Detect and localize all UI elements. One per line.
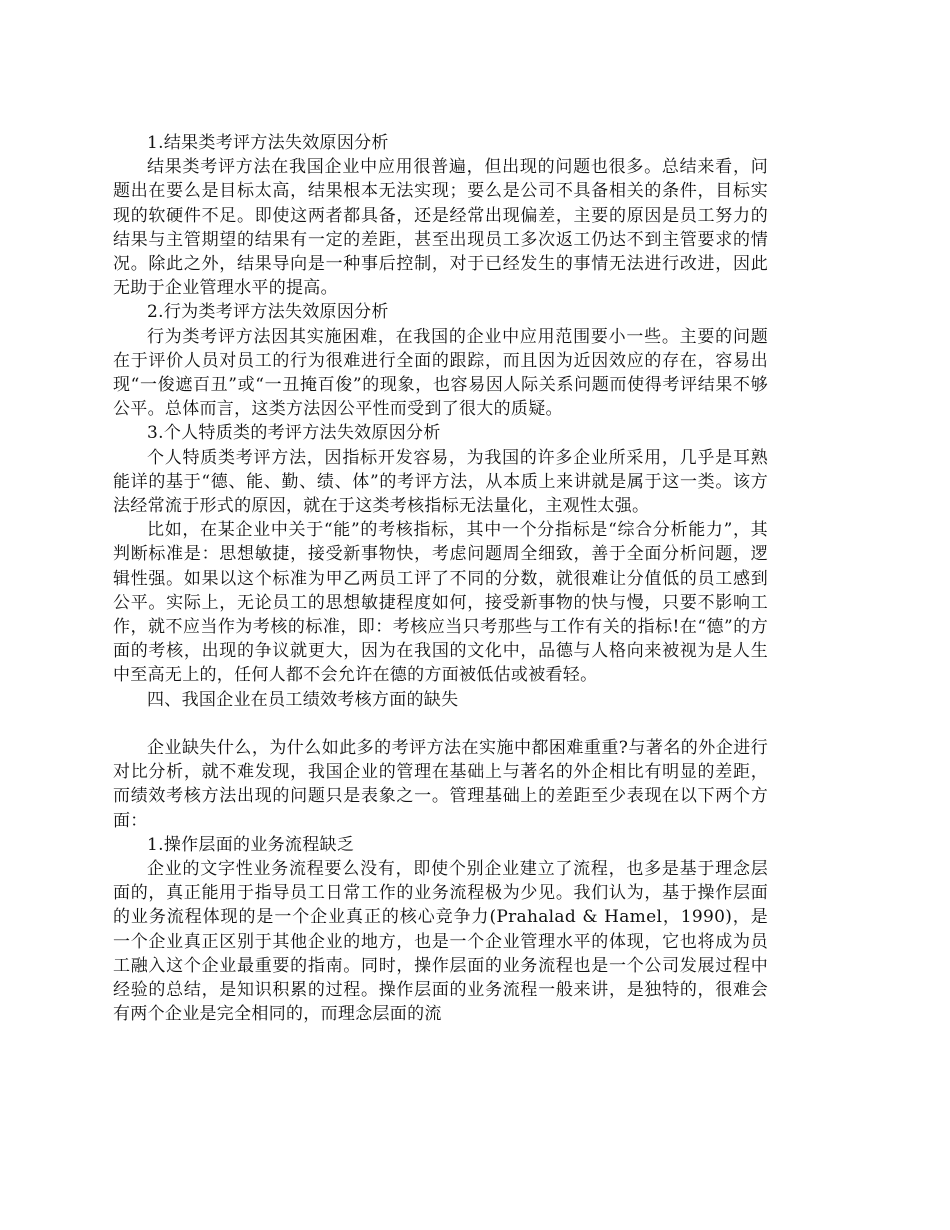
paragraph-ability-example: 比如，在某企业中关于“能”的考核指标，其中一个分指标是“综合分析能力”，其判断标准是：思想敏捷，接受新事物快，考虑问题周全细致，善于全面分析问题，逻辑性强。如果以这个标准为甲乙两员工评了不同的分数，就很难让分值低的员工感到公平。实际上，无论员工的思想敏捷程度如何，接受新事物的快与慢，只要不影响工作，就不应当作为考核的标准，即：考核应当只考那些与工作有关的指标!在“德”的方面的考核，出现的争议就更大，因为在我国的文化中，品德与人格向来被视为是人生中至高无上的，任何人都不会允许在德的方面被低估或被看轻。 xyxy=(113,520,768,686)
section-heading-trait-methods: 3.个人特质类的考评方法失效原因分析 xyxy=(147,423,441,444)
section-heading-result-methods: 1.结果类考评方法失效原因分析 xyxy=(147,133,389,153)
blank-line xyxy=(113,712,768,736)
section-heading-deficiencies: 四、我国企业在员工绩效考核方面的缺失 xyxy=(147,689,459,710)
section-heading-behavior-methods: 2.行为类考评方法失效原因分析 xyxy=(147,302,389,323)
paragraph-result-methods: 结果类考评方法在我国企业中应用很普遍，但出现的问题也很多。总结来看，问题出在要么是目标太高，结果根本无法实现；要么是公司不具备相关的条件，目标实现的软硬件不足。即使这两者都具备，还是经常出现偏差，主要的原因是员工努力的结果与主管期望的结果有一定的差距，甚至出现员工多次返工仍达不到主管要求的情况。除此之外，结果导向是一种事后控制，对于已经发生的事情无法进行改进，因此无助于企业管理水平的提高。 xyxy=(113,157,768,299)
document-page xyxy=(113,131,768,1027)
section-heading-business-process: 1.操作层面的业务流程缺乏 xyxy=(147,834,355,855)
paragraph-what-is-missing: 企业缺失什么，为什么如此多的考评方法在实施中都困难重重?与著名的外企进行对比分析，就不难发现，我国企业的管理在基础上与著名的外企相比有明显的差距，而绩效考核方法出现的问题只是表象之一。管理基础上的差距至少表现在以下两个方面： xyxy=(113,738,768,831)
paragraph-behavior-methods: 行为类考评方法因其实施困难，在我国的企业中应用范围要小一些。主要的问题在于评价人员对员工的行为很难进行全面的跟踪，而且因为近因效应的存在，容易出现“一俊遮百丑”或“一丑掩百俊”的现象，也容易因人际关系问题而使得考评结果不够公平。总体而言，这类方法因公平性而受到了很大的质疑。 xyxy=(113,326,768,420)
paragraph-business-process: 企业的文字性业务流程要么没有，即使个别企业建立了流程，也多是基于理念层面的，真正能用于指导员工日常工作的业务流程极为少见。我们认为，基于操作层面的业务流程体现的是一个企业真正的核心竞争力(Prahalad & Hamel，1990)，是一个企业真正区别于其他企业的地方，也是一个企业管理水平的体现，它也将成为员工融入这个企业最重要的指南。同时，操作层面的业务流程也是一个公司发展过程中经验的总结，是知识积累的过程。操作层面的业务流程一般来讲，是独特的，很难会有两个企业是完全相同的，而理念层面的流 xyxy=(113,859,768,1025)
paragraph-trait-methods: 个人特质类考评方法，因指标开发容易，为我国的许多企业所采用，几乎是耳熟能详的基于“德、能、勤、绩、体”的考评方法，从本质上来讲就是属于这一类。该方法经常流于形式的原因，就在于这类考核指标无法量化，主观性太强。 xyxy=(113,447,768,517)
